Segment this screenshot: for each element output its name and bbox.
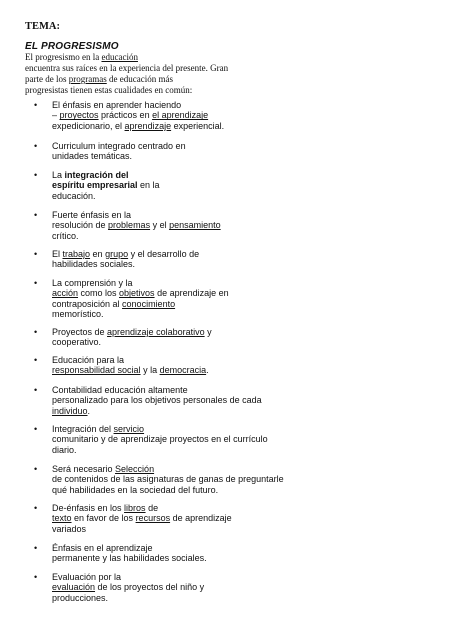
item-text: diario. bbox=[52, 444, 77, 455]
link-individuo[interactable]: individuo bbox=[52, 405, 88, 416]
item-text: Integración del bbox=[52, 424, 114, 434]
bullet-icon: • bbox=[34, 355, 38, 365]
bullet-icon: • bbox=[34, 100, 38, 110]
item-text: y la bbox=[140, 365, 160, 376]
bullet-icon: • bbox=[34, 503, 38, 513]
item-text: de los proyectos del niño y bbox=[95, 582, 205, 593]
link-accion[interactable]: acción bbox=[52, 288, 79, 299]
item-text: La comprensión y la bbox=[52, 278, 133, 288]
item-text: experiencial. bbox=[171, 120, 225, 131]
item-text: . bbox=[206, 365, 209, 376]
bullet-icon: • bbox=[34, 464, 38, 474]
item-text: qué habilidades en la sociedad del futuro. bbox=[52, 484, 219, 495]
link-texto[interactable]: texto bbox=[52, 513, 72, 524]
bullet-icon: • bbox=[34, 278, 38, 288]
item-text: Curriculum integrado centrado en bbox=[52, 141, 186, 151]
link-democracia[interactable]: democracia bbox=[159, 365, 207, 376]
item-text: resolución de bbox=[52, 220, 109, 231]
link-responsabilidad-social[interactable]: responsabilidad social bbox=[52, 365, 141, 376]
item-text: Contabilidad educación altamente bbox=[52, 385, 188, 395]
link-el-aprendizaje[interactable]: el aprendizaje bbox=[152, 110, 209, 121]
link-objetivos[interactable]: objetivos bbox=[119, 288, 155, 299]
tema-heading: TEMA: bbox=[25, 21, 60, 32]
item-text: Énfasis en el aprendizaje bbox=[52, 543, 153, 553]
intro-paragraph bbox=[25, 52, 285, 96]
item-text: memorístico. bbox=[52, 309, 104, 320]
item-text: y el desarrollo de bbox=[128, 249, 200, 259]
bullet-icon: • bbox=[34, 141, 38, 151]
link-aprendizaje[interactable]: aprendizaje bbox=[124, 120, 172, 131]
link-evaluacion[interactable]: evaluación bbox=[52, 582, 96, 593]
link-seleccion[interactable]: Selección bbox=[115, 464, 155, 474]
item-text: Educación para la bbox=[52, 355, 125, 365]
item-text: de contenidos de las asignaturas de ganas de preguntarle bbox=[52, 474, 284, 485]
item-text: en bbox=[90, 249, 106, 259]
item-text: producciones. bbox=[52, 592, 109, 603]
item-text-bold: integración del bbox=[64, 170, 129, 180]
item-text: variados bbox=[52, 523, 87, 534]
item-text: y el bbox=[150, 220, 170, 231]
intro-text: progresistas tienen estas cualidades en común: bbox=[25, 85, 193, 95]
item-text: El bbox=[52, 249, 63, 259]
item-text: permanente y las habilidades sociales. bbox=[52, 553, 207, 564]
link-proyectos[interactable]: proyectos bbox=[59, 110, 99, 121]
intro-text: El progresismo en la bbox=[25, 52, 102, 62]
item-text: – bbox=[52, 110, 60, 121]
intro-text: de educación más bbox=[106, 74, 173, 84]
item-text: en la bbox=[137, 180, 160, 191]
item-text: de bbox=[145, 503, 159, 513]
item-text: Fuerte énfasis en la bbox=[52, 210, 132, 220]
link-programas[interactable]: programas bbox=[68, 74, 107, 84]
item-text: contraposición al bbox=[52, 298, 123, 309]
link-servicio[interactable]: servicio bbox=[113, 424, 145, 434]
bullet-icon: • bbox=[34, 210, 38, 220]
link-recursos[interactable]: recursos bbox=[135, 513, 171, 524]
item-text: crítico. bbox=[52, 230, 79, 241]
intro-text: encuentra sus raíces en la experiencia del presente. Gran bbox=[25, 63, 229, 73]
item-text: unidades temáticas. bbox=[52, 151, 133, 162]
link-aprendizaje-colaborativo[interactable]: aprendizaje colaborativo bbox=[107, 327, 205, 337]
link-educacion[interactable]: educación bbox=[101, 52, 138, 62]
item-text: en favor de los bbox=[71, 513, 136, 524]
item-text: y bbox=[204, 327, 212, 337]
item-text: educación. bbox=[52, 190, 96, 201]
item-text: cooperativo. bbox=[52, 337, 102, 348]
item-text: de aprendizaje bbox=[170, 513, 232, 524]
item-text: de aprendizaje en bbox=[154, 288, 229, 299]
intro-text: parte de los bbox=[25, 74, 69, 84]
item-text: expedicionario, el bbox=[52, 120, 125, 131]
item-text: como los bbox=[78, 288, 120, 299]
item-text: prácticos en bbox=[98, 110, 153, 121]
bullet-icon: • bbox=[34, 385, 38, 395]
bullet-icon: • bbox=[34, 543, 38, 553]
bullet-icon: • bbox=[34, 424, 38, 434]
item-text: Será necesario bbox=[52, 464, 116, 474]
link-problemas[interactable]: problemas bbox=[108, 220, 151, 231]
link-grupo[interactable]: grupo bbox=[105, 249, 129, 259]
item-text: La bbox=[52, 170, 65, 180]
link-libros[interactable]: libros bbox=[124, 503, 146, 513]
document-title: EL PROGRESISMO bbox=[25, 41, 119, 52]
item-text: El énfasis en aprender haciendo bbox=[52, 100, 182, 110]
item-text: comunitario y de aprendizaje proyectos en el currículo bbox=[52, 434, 268, 445]
item-text: . bbox=[87, 405, 91, 416]
item-text: personalizado para los objetivos personales de cada bbox=[52, 395, 262, 406]
bullet-icon: • bbox=[34, 249, 38, 259]
bullet-icon: • bbox=[34, 572, 38, 582]
item-text: Evaluación por la bbox=[52, 572, 122, 582]
item-text-bold: espíritu empresarial bbox=[52, 180, 138, 191]
bullet-icon: • bbox=[34, 170, 38, 180]
link-pensamiento[interactable]: pensamiento bbox=[169, 220, 221, 231]
item-text: habilidades sociales. bbox=[52, 259, 136, 270]
item-text: De-énfasis en los bbox=[52, 503, 125, 513]
item-text: Proyectos de bbox=[52, 327, 108, 337]
link-trabajo[interactable]: trabajo bbox=[62, 249, 91, 259]
bullet-icon: • bbox=[34, 327, 38, 337]
link-conocimiento[interactable]: conocimiento bbox=[122, 298, 176, 309]
